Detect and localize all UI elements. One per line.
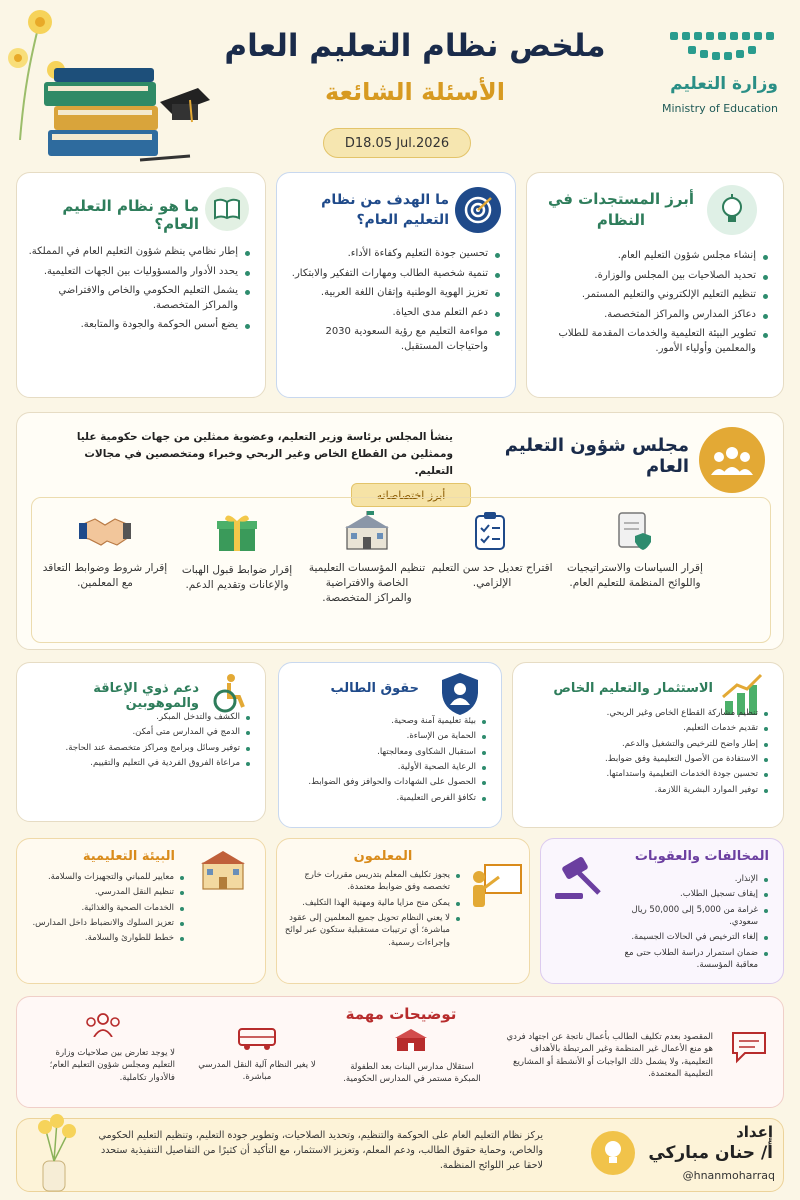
card-list — [289, 715, 487, 807]
document-shield-icon — [617, 511, 653, 551]
council-section — [16, 412, 784, 650]
list-item: غرامة من 5,000 إلى 50,000 ريال سعودي. — [605, 904, 769, 929]
gavel-icon — [553, 853, 609, 903]
card-title: ما هو نظام التعليم العام؟ — [62, 197, 199, 233]
list-item: الرعاية الصحية الأولية. — [289, 761, 487, 773]
card-learning-environment — [16, 838, 266, 984]
council-title: مجلس شؤون التعليم العام — [504, 435, 689, 477]
prepared-label: إعداد — [736, 1123, 773, 1141]
list-item: الإنذار. — [605, 873, 769, 885]
ministry-name-en: Ministry of Education — [661, 102, 778, 115]
list-item: تكافؤ الفرص التعليمية. — [289, 792, 487, 804]
clarification-text: المقصود بعدم تكليف الطالب بأعمال ناتجة عن اجتهاد فردي هو منع الأعمال غير المنظمة وغير المرتبطة بالأهداف التعليمية، ولا يشمل ذلك الواجبات أو الأنشطة أو المشاريع التعليمية المعتمدة. — [506, 1032, 713, 1079]
card-violations-penalties — [540, 838, 784, 984]
card-list — [283, 869, 461, 952]
list-item: دعم التعلم مدى الحياة. — [287, 306, 501, 321]
list-item: تقديم خدمات التعليم. — [523, 722, 769, 734]
list-item: يحدد الأدوار والمسؤوليات بين الجهات التعليمية. — [27, 265, 251, 280]
list-item: إنشاء مجلس شؤون التعليم العام. — [537, 249, 769, 264]
list-item: تطوير البيئة التعليمية والخدمات المقدمة للطلاب والمعلمين وأولياء الأمور. — [537, 327, 769, 356]
list-item: يمكن منح مزايا مالية ومهنية الهذا التكليف. — [283, 897, 461, 909]
list-item: الدمج في المدارس متى أمكن. — [27, 726, 251, 738]
lightbulb-icon — [707, 185, 757, 235]
power-text: إقرار السياسات والاستراتيجيات واللوائح المنظمة للتعليم العام. — [567, 562, 703, 590]
list-item: يجوز تكليف المعلم بتدريس مقررات خارج تخصصه وفق ضوابط معتمدة. — [283, 869, 461, 894]
card-title: أبرز المستجدات في النظام — [547, 190, 695, 229]
school-building-icon — [393, 1027, 429, 1053]
footer-section — [16, 1118, 784, 1192]
ministry-logo-icon — [668, 26, 778, 70]
clarification-item — [197, 1027, 317, 1084]
list-item: الحماية من الإساءة. — [289, 730, 487, 742]
card-list — [523, 707, 769, 799]
date-badge: D18.05 Jul.2026 — [323, 128, 471, 158]
card-list — [27, 245, 251, 338]
card-highlights — [526, 172, 784, 398]
power-text: تنظيم المؤسسات التعليمية الخاصة والافتراضية والمراكز المتخصصة. — [308, 562, 426, 605]
card-title: حقوق الطالب — [330, 681, 419, 696]
author-name: أ/ حنان مباركي — [648, 1143, 773, 1163]
page-subtitle: الأسئلة الشائعة — [325, 78, 505, 106]
target-icon — [455, 187, 501, 233]
list-item: خطط للطوارئ والسلامة. — [23, 932, 185, 944]
list-item: مراعاة الفروق الفردية في التعليم والتقييم. — [27, 757, 251, 769]
footer-summary: يركز نظام التعليم العام على الحوكمة والتنظيم، وتحديد الصلاحيات، وتطوير جودة التعليم، وتنظيم التعليم الحكومي والخاص، وحماية حقوق الطالب، ودعم المعلم، وتعزيز الاستثمار، مع التأكيد أن كثيرًا من التفاصيل التنفيذية ستحدد لاحقا عبر اللوائح المنظمة. — [98, 1130, 543, 1171]
people-icon — [85, 1013, 121, 1037]
clarification-item — [337, 1027, 487, 1086]
list-item: توفير وسائل وبرامج ومراكز متخصصة عند الحاجة. — [27, 742, 251, 754]
card-what-is-system — [16, 172, 266, 398]
school-icon — [199, 847, 247, 891]
clarifications-title: توضيحات مهمة — [345, 1005, 457, 1023]
list-item: ضمان استمرار دراسة الطلاب حتى مع معاقبة المؤسسة. — [605, 947, 769, 972]
clarifications-section — [16, 996, 784, 1108]
card-list — [605, 873, 769, 974]
list-item: إيقاف تسجيل الطلاب. — [605, 888, 769, 900]
list-item: الكشف والتدخل المبكر. — [27, 711, 251, 723]
card-list — [23, 871, 185, 948]
list-item: إطار نظامي ينظم شؤون التعليم العام في المملكة. — [27, 245, 251, 260]
card-title: ما الهدف من نظام التعليم العام؟ — [321, 192, 449, 228]
card-title: دعم ذوي الإعاقة والموهوبين — [93, 681, 199, 711]
card-title: الاستثمار والتعليم الخاص — [553, 681, 713, 696]
list-item: الحصول على الشهادات والحوافز وفق الضوابط. — [289, 776, 487, 788]
list-item: إطار واضح للترخيص والتشغيل والدعم. — [523, 738, 769, 750]
power-item — [427, 511, 557, 641]
ministry-name-ar: وزارة التعليم — [670, 74, 778, 94]
power-item — [41, 511, 169, 641]
list-item: لا يعني النظام تحويل جميع المعلمين إلى عقود مباشرة؛ أي ترتيبات مستقبلية ستكون عبر لوائح وإجراءات رسمية. — [283, 912, 461, 949]
teacher-board-icon — [467, 861, 523, 913]
power-item — [175, 511, 299, 641]
card-title: البيئة التعليمية — [82, 849, 175, 864]
card-investment-private — [512, 662, 784, 828]
clarification-text: لا يوجد تعارض بين صلاحيات وزارة التعليم ومجلس شؤون التعليم العام؛ فالأدوار تكاملية. — [49, 1048, 175, 1083]
author-handle[interactable]: @hnanmoharraq — [682, 1169, 775, 1182]
power-text: إقرار شروط وضوابط التعاقد مع المعلمين. — [42, 562, 168, 590]
people-group-icon — [699, 427, 765, 493]
clarification-text: لا يغير النظام آلية النقل المدرسي مباشرة. — [198, 1060, 316, 1083]
list-item: تنظيم مشاركة القطاع الخاص وغير الربحي. — [523, 707, 769, 719]
gift-box-icon — [215, 511, 259, 553]
list-item: استقبال الشكاوى ومعالجتها. — [289, 746, 487, 758]
power-item — [307, 511, 427, 641]
speech-bubble-icon — [729, 1029, 769, 1065]
list-item: دعاكز المدارس والمراكز المتخصصة. — [537, 308, 769, 323]
list-item: يشمل التعليم الحكومي والخاص والافتراضي والمراكز المتخصصة. — [27, 284, 251, 313]
list-item: توفير الموارد البشرية اللازمة. — [523, 784, 769, 796]
list-item: يضع أسس الحوكمة والجودة والمتابعة. — [27, 318, 251, 333]
clarification-item — [35, 1013, 175, 1084]
list-item: تعزيز الهوية الوطنية وإتقان اللغة العربية. — [287, 286, 501, 301]
page-title: ملخص نظام التعليم العام — [224, 28, 606, 64]
card-disabilities-gifted — [16, 662, 266, 822]
card-title: المعلمون — [353, 849, 413, 864]
list-item: تحسين جودة الخدمات التعليمية واستدامتها. — [523, 768, 769, 780]
list-item: بيئة تعليمية آمنة وصحية. — [289, 715, 487, 727]
card-list — [287, 247, 501, 359]
card-student-rights — [278, 662, 502, 828]
power-text: اقتراح تعديل حد سن التعليم الإلزامي. — [431, 562, 553, 590]
council-description: ينشأ المجلس برئاسة وزير التعليم، وعضوية ممثلين من جهات حكومية عليا وممثلين من القطاع الخاص وغير الربحي وخبراء ومتخصصين في مجالات التعليم. — [76, 431, 453, 477]
bus-icon — [237, 1027, 277, 1051]
card-teachers — [276, 838, 530, 984]
list-item: الخدمات الصحية والغذائية. — [23, 902, 185, 914]
shield-user-icon — [439, 671, 481, 717]
book-icon — [205, 187, 249, 231]
list-item: تحديد الصلاحيات بين المجلس والوزارة. — [537, 269, 769, 284]
card-title: المخالفات والعقوبات — [634, 849, 769, 864]
list-item: تنمية شخصية الطالب ومهارات التفكير والابتكار. — [287, 267, 501, 282]
list-item: تنظيم التعليم الإلكتروني والتعليم المستمر. — [537, 288, 769, 303]
wheelchair-icon — [209, 673, 247, 713]
card-list — [537, 249, 769, 361]
clarification-item — [503, 1031, 713, 1080]
powers-label: أبرز اختصاصاته — [351, 483, 471, 507]
clarification-text: استقلال مدارس البنات بعد الطفولة المبكرة مستمر في المدارس الحكومية. — [343, 1062, 481, 1085]
clipboard-checklist-icon — [473, 511, 509, 551]
list-item: إلغاء الترخيص في الحالات الجسيمة. — [605, 931, 769, 943]
power-text: إقرار ضوابط قبول الهبات والإعانات وتقديم الدعم. — [181, 564, 293, 592]
card-system-goals — [276, 172, 516, 398]
list-item: تنظيم النقل المدرسي. — [23, 886, 185, 898]
list-item: تحسين جودة التعليم وكفاءة الأداء. — [287, 247, 501, 262]
power-item — [565, 511, 705, 641]
list-item: تعزيز السلوك والانضباط داخل المدارس. — [23, 917, 185, 929]
school-building-icon — [341, 511, 393, 551]
card-list — [27, 711, 251, 772]
list-item: معايير للمباني والتجهيزات والسلامة. — [23, 871, 185, 883]
lightbulb-icon — [591, 1131, 635, 1175]
flower-vase-icon — [23, 1113, 85, 1193]
books-graduation-cap-icon — [40, 60, 210, 165]
list-item: الاستفادة من الأصول التعليمية وفق ضوابط. — [523, 753, 769, 765]
handshake-icon — [79, 511, 131, 551]
list-item: مواءمة التعليم مع رؤية السعودية 2030 واحتياجات المستقبل. — [287, 325, 501, 354]
